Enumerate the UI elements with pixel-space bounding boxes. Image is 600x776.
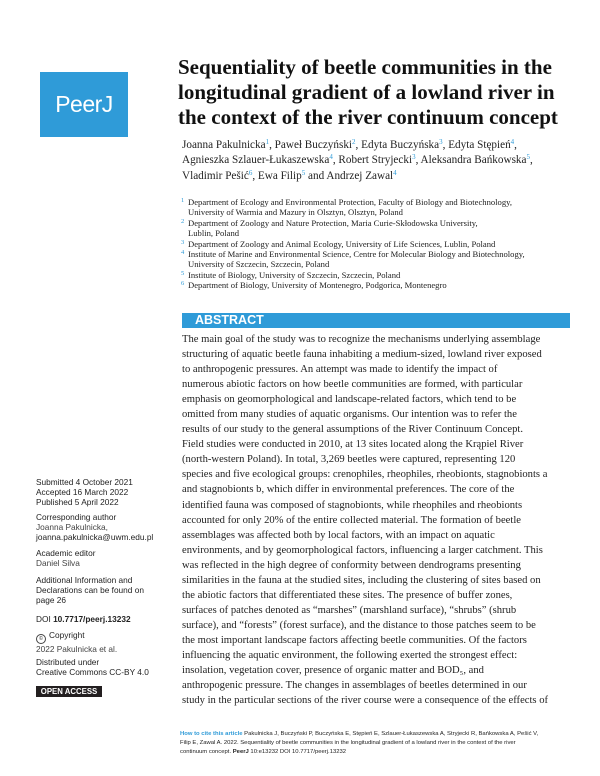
journal-name: PeerJ — [232, 748, 249, 755]
affiliation-line: Department of Zoology and Nature Protection, Maria Curie-Skłodowska University, — [188, 217, 478, 228]
submitted-date: Submitted 4 October 2021 — [36, 477, 133, 487]
abstract-line: (north-western Poland). In total, 3,269 beetles were captured, representing 120 — [182, 454, 516, 466]
abstract-line: the most important landscape factors affecting beetle communities. Of the factors — [182, 634, 527, 646]
article-title: Sequentiality of beetle communities in the longitudinal gradient of a lowland river in the context of the river continuum concept — [178, 55, 558, 129]
corresponding-author-email[interactable]: joanna.pakulnicka@uwm.edu.pl — [36, 532, 154, 543]
additional-info-line: Declarations can be found on — [36, 585, 144, 596]
author-affiliation-mark: 3 — [412, 153, 416, 162]
author-name[interactable]: Aleksandra Bańkowska — [420, 154, 527, 167]
author-affiliation-mark: 1 — [265, 138, 270, 146]
abstract-line: assemblages was affected both by local factors, with an impact on aquatic — [182, 529, 495, 541]
abstract-line: numerous abiotic factors on how beetle communities are formed, with particular — [182, 379, 523, 391]
abstract-line: the abiotic factors that differentiated these sites. The presence of buffer zones, — [182, 589, 513, 601]
abstract-line: study in the particular sections of the river course were a consequence of the effects of — [182, 695, 549, 707]
abstract-line: identified fauna was composed of stagnobionts, while rheophiles and rheobionts — [182, 499, 523, 511]
accepted-date: Accepted 16 March 2022 — [36, 487, 129, 498]
author-separator: , — [530, 154, 533, 167]
author-separator: , — [442, 139, 449, 151]
abstract-line: omitted from many studies of aquatic organisms. Our intention was to refer the — [182, 409, 517, 421]
author-name[interactable]: Agnieszka Szlauer-Łukaszewska — [182, 154, 330, 167]
affiliation-item — [182, 218, 572, 239]
author-name[interactable]: Andrzej Zawal — [326, 169, 394, 182]
affiliation-line: Department of Biology, University of Montenegro, Podgorica, Montenegro — [188, 280, 447, 291]
author-separator: , — [514, 139, 517, 151]
additional-info-line: Additional Information and — [36, 575, 133, 585]
author-separator: , — [332, 154, 339, 167]
author-name[interactable]: Robert Stryjecki — [338, 154, 413, 167]
affiliation-item — [182, 249, 572, 270]
affiliation-item — [182, 280, 572, 290]
author-separator: and — [305, 169, 327, 182]
abstract-line: surface), and “forests” (forest surface), and the distance to those patches seem to be — [182, 619, 536, 631]
affiliation-number: 5 — [181, 269, 185, 277]
author-name[interactable]: Joanna Pakulnicka — [182, 139, 266, 151]
license-block[interactable] — [36, 657, 166, 677]
doi-link[interactable]: 10.7717/peerj.13232 — [53, 614, 131, 624]
affiliation-line: Department of Ecology and Environmental Protection, Faculty of Biology and Biotechnology, — [188, 197, 513, 207]
affiliation-line: University of Szczecin, Szczecin, Poland — [188, 259, 330, 270]
logo-text: PeerJ — [55, 91, 113, 117]
abstract-line: results of our study to the general assumptions of the River Continuum Concept. — [182, 424, 524, 436]
corresponding-author-block — [36, 512, 166, 543]
copyright-holder: 2022 Pakulnicka et al. — [36, 644, 118, 654]
author-affiliation-mark: 2 — [352, 138, 356, 146]
author-affiliation-mark: 5 — [301, 168, 306, 177]
abstract-line: surfaces of patches denoted as “marshes” (marshland surface), “shrubs” (shrub — [182, 604, 517, 616]
copyright-label: Copyright — [49, 630, 85, 640]
affiliation-list — [182, 197, 572, 291]
academic-editor-name: Daniel Silva — [36, 558, 80, 569]
abstract-body — [182, 332, 566, 708]
abstract-line: environments, and by geomorphological factors, influencing a larger catchment. This — [182, 544, 543, 556]
citation-line-3: continuum concept. — [180, 748, 233, 755]
author-affiliation-mark: 5 — [526, 153, 530, 162]
abstract-heading: ABSTRACT — [182, 313, 570, 328]
additional-information-note[interactable] — [36, 575, 166, 606]
author-name[interactable]: Ewa Filip — [257, 169, 302, 182]
citation-line-1: Pakulnicka J, Buczyński P, Buczyńska E, Stępień E, Szlauer-Łukaszewska A, Stryjecki R, Bańkowska A, Pešić V, — [242, 731, 539, 737]
abstract-line: structuring of aquatic beetle fauna inhabiting a medium-sized, lowland river exposed — [182, 349, 542, 361]
author-affiliation-mark: 3 — [439, 138, 443, 146]
peerj-logo — [40, 72, 128, 137]
abstract-line: influencing the aquatic environment, the following exerted the strongest effect: — [182, 649, 518, 661]
published-date: Published 5 April 2022 — [36, 497, 119, 508]
author-affiliation-mark: 4 — [393, 168, 397, 177]
author-separator: , — [415, 154, 421, 167]
affiliation-item — [182, 270, 572, 280]
affiliation-line: Department of Zoology and Animal Ecology, University of Life Sciences, Lublin, Poland — [188, 238, 496, 249]
affiliation-line: Lublin, Poland — [188, 228, 240, 239]
affiliation-number: 4 — [181, 249, 185, 257]
abstract-line: species and five ecological groups: crenophiles, rheophiles, rheobionts, stagnobionts a — [182, 469, 548, 481]
abstract-line: and stagnobionts b, which differ in environmental preferences. The core of the — [182, 484, 515, 496]
article-dates — [36, 477, 166, 508]
affiliation-line: Institute of Marine and Environmental Science, Centre for Molecular Biology and Biotechnology, — [188, 249, 525, 260]
copyright-block — [36, 630, 166, 654]
doi-label: DOI — [36, 614, 54, 624]
copyright-icon: © — [36, 634, 46, 644]
affiliation-line: University of Warmia and Mazury in Olsztyn, Olsztyn, Poland — [188, 207, 403, 218]
author-name[interactable]: Edyta Stępień — [448, 139, 511, 151]
affiliation-number: 1 — [181, 197, 185, 204]
abstract-line: insolation, vegetation cover, presence of organic matter and BOD₅, and — [182, 665, 484, 677]
affiliation-number: 2 — [181, 217, 185, 225]
abstract-line: similarities in the fauna at the studied sites, including the clustering of sites based on — [182, 574, 541, 586]
author-name[interactable]: Vladimir Pešić — [182, 169, 249, 182]
abstract-line: Field studies were conducted in 2010, at 13 sites located along the Krąpiel River — [182, 439, 524, 451]
author-separator: , — [252, 169, 258, 182]
abstract-line: to anthropogenic pressures. An attempt was made to identify the impact of — [182, 364, 498, 376]
abstract-line: The main goal of the study was to recognize the mechanisms underlying assemblage — [182, 334, 541, 345]
author-name[interactable]: Paweł Buczyński — [274, 139, 353, 151]
abstract-line: accounted for only 20% of the entire collected material. The formation of beetle — [182, 514, 521, 526]
license-line: Creative Commons CC-BY 4.0 — [36, 667, 149, 678]
affiliation-item — [182, 239, 572, 249]
open-access-badge: OPEN ACCESS — [36, 686, 102, 697]
academic-editor-label: Academic editor — [36, 548, 96, 558]
citation-footer — [180, 730, 572, 756]
license-line: Distributed under — [36, 657, 100, 667]
author-list — [182, 138, 562, 184]
abstract-line: anthropogenic pressure. The changes in assemblages of beetles determined in our — [182, 680, 527, 692]
affiliation-item — [182, 197, 572, 218]
affiliation-line: Institute of Biology, University of Szczecin, Szczecin, Poland — [188, 269, 401, 280]
abstract-line: was reflected in the high degree of conformity between dendrograms presenting — [182, 559, 521, 571]
how-to-cite-label: How to cite this article — [180, 731, 243, 737]
corresponding-author-name: Joanna Pakulnicka, — [36, 522, 108, 533]
author-affiliation-mark: 4 — [329, 153, 333, 162]
author-separator: , — [355, 139, 362, 151]
additional-info-line: page 26 — [36, 595, 66, 606]
citation-line-2: Filip E, Zawal A. 2022. Sequentiality of beetle communities in the longitudinal gradient of a lowland river in the context of the river — [180, 739, 516, 746]
academic-editor-block — [36, 548, 166, 568]
author-affiliation-mark: 4 — [510, 138, 515, 146]
doi-line — [36, 614, 166, 624]
affiliation-number: 6 — [181, 280, 185, 288]
author-separator: , — [269, 139, 275, 151]
citation-doi: 10:e13232 DOI 10.7717/peerj.13232 — [248, 748, 347, 755]
author-name[interactable]: Edyta Buczyńska — [361, 139, 440, 151]
corresponding-author-label: Corresponding author — [36, 512, 117, 522]
abstract-line: emphasis on geomorphological and landscape-related factors, which tend to be — [182, 394, 517, 406]
author-affiliation-mark: 6 — [248, 168, 253, 177]
affiliation-number: 3 — [181, 238, 185, 246]
